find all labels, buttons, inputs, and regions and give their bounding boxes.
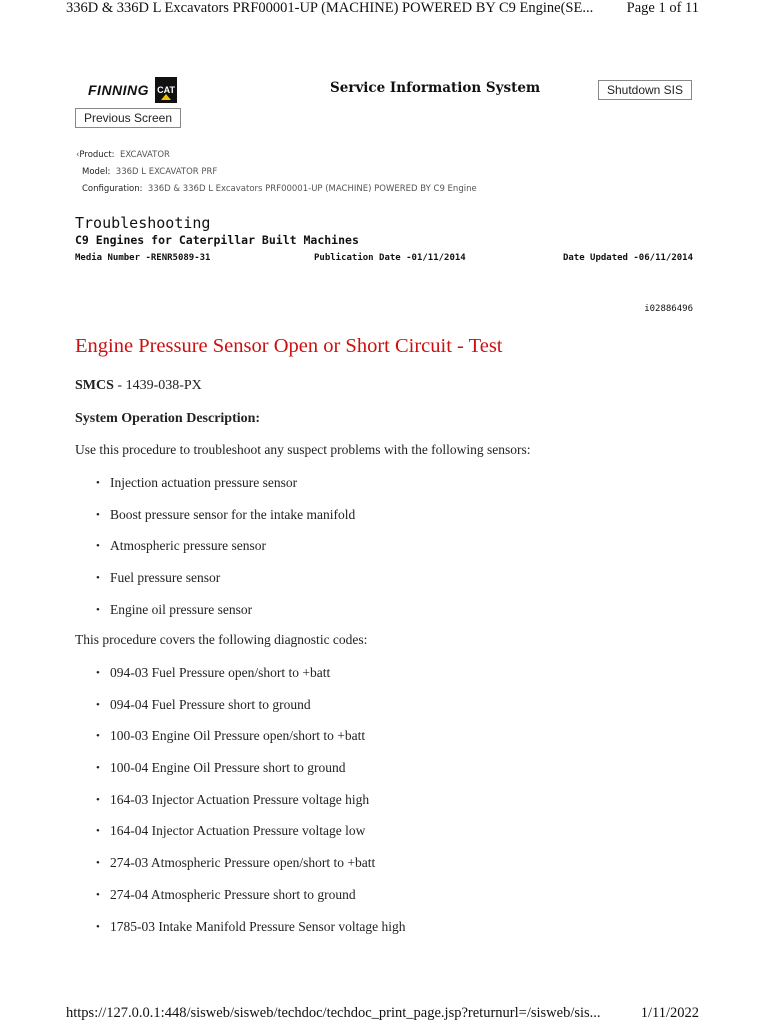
list-item: • Fuel pressure sensor	[96, 569, 355, 601]
list-item: • 100-03 Engine Oil Pressure open/short to +batt	[96, 727, 405, 759]
print-header	[66, 0, 699, 22]
list-item: • 274-04 Atmospheric Pressure short to ground	[96, 886, 405, 918]
list-item: • 094-04 Fuel Pressure short to ground	[96, 696, 405, 728]
media-info-row	[75, 253, 693, 267]
model-value: 336D L EXCAVATOR PRF	[115, 167, 218, 177]
cat-logo-icon	[155, 77, 177, 103]
print-footer	[66, 1005, 699, 1023]
product-label: Product:	[79, 150, 115, 160]
sensors-intro: Use this procedure to troubleshoot any suspect problems with the following sensors:	[75, 442, 531, 457]
model-label: Model:	[82, 167, 111, 177]
list-item: • Engine oil pressure sensor	[96, 601, 355, 633]
codes-intro: This procedure covers the following diagnostic codes:	[75, 632, 368, 647]
previous-screen-button[interactable]: Previous Screen	[75, 108, 181, 128]
configuration-line	[82, 184, 477, 194]
sis-title: Service Information System	[330, 80, 541, 96]
print-header-title: 336D & 336D L Excavators PRF00001-UP (MACHINE) POWERED BY C9 Engine(SE...	[66, 0, 594, 16]
sensor-list	[96, 474, 355, 632]
publication-date: Publication Date -01/11/2014	[314, 253, 466, 263]
configuration-value: 336D & 336D L Excavators PRF00001-UP (MACHINE) POWERED BY C9 Engine	[147, 184, 477, 194]
list-item: • 094-03 Fuel Pressure open/short to +batt	[96, 664, 405, 696]
cat-triangle-icon	[161, 94, 171, 100]
page-title: Engine Pressure Sensor Open or Short Circuit - Test	[75, 335, 503, 357]
list-item: • Atmospheric pressure sensor	[96, 537, 355, 569]
model-line	[82, 167, 217, 177]
print-date: 1/11/2022	[640, 1005, 699, 1021]
list-item: • 1785-03 Intake Manifold Pressure Sensor voltage high	[96, 918, 405, 950]
smcs-value: - 1439-038-PX	[113, 378, 202, 393]
section-heading: Troubleshooting	[75, 214, 211, 232]
system-operation-heading: System Operation Description:	[75, 411, 261, 426]
document-id: i02886496	[644, 304, 693, 314]
cat-logo-text: CAT	[157, 85, 175, 95]
shutdown-sis-button[interactable]: Shutdown SIS	[598, 80, 692, 100]
page-url: https://127.0.0.1:448/sisweb/sisweb/techdoc/techdoc_print_page.jsp?returnurl=/sisweb/sis...	[66, 1005, 601, 1021]
list-item: • 164-04 Injector Actuation Pressure voltage low	[96, 822, 405, 854]
date-updated: Date Updated -06/11/2014	[562, 253, 693, 263]
list-item: • 164-03 Injector Actuation Pressure voltage high	[96, 791, 405, 823]
doc-subtitle: C9 Engines for Caterpillar Built Machines	[75, 233, 359, 247]
list-item: • 274-03 Atmospheric Pressure open/short to +batt	[96, 854, 405, 886]
page-indicator: Page 1 of 11	[626, 0, 699, 16]
configuration-label: Configuration:	[82, 184, 143, 194]
diagnostic-code-list	[96, 664, 405, 949]
list-item: • 100-04 Engine Oil Pressure short to ground	[96, 759, 405, 791]
product-value: EXCAVATOR	[119, 150, 170, 160]
list-item: • Boost pressure sensor for the intake manifold	[96, 506, 355, 538]
smcs-line	[75, 378, 202, 394]
product-line	[76, 150, 170, 160]
back-arrow-icon[interactable]: ‹	[76, 150, 80, 160]
media-number: Media Number -RENR5089-31	[75, 253, 211, 263]
smcs-label: SMCS	[75, 378, 114, 393]
finning-logo-text: FINNING	[88, 82, 150, 98]
list-item: • Injection actuation pressure sensor	[96, 474, 355, 506]
finning-cat-logo	[88, 76, 177, 104]
